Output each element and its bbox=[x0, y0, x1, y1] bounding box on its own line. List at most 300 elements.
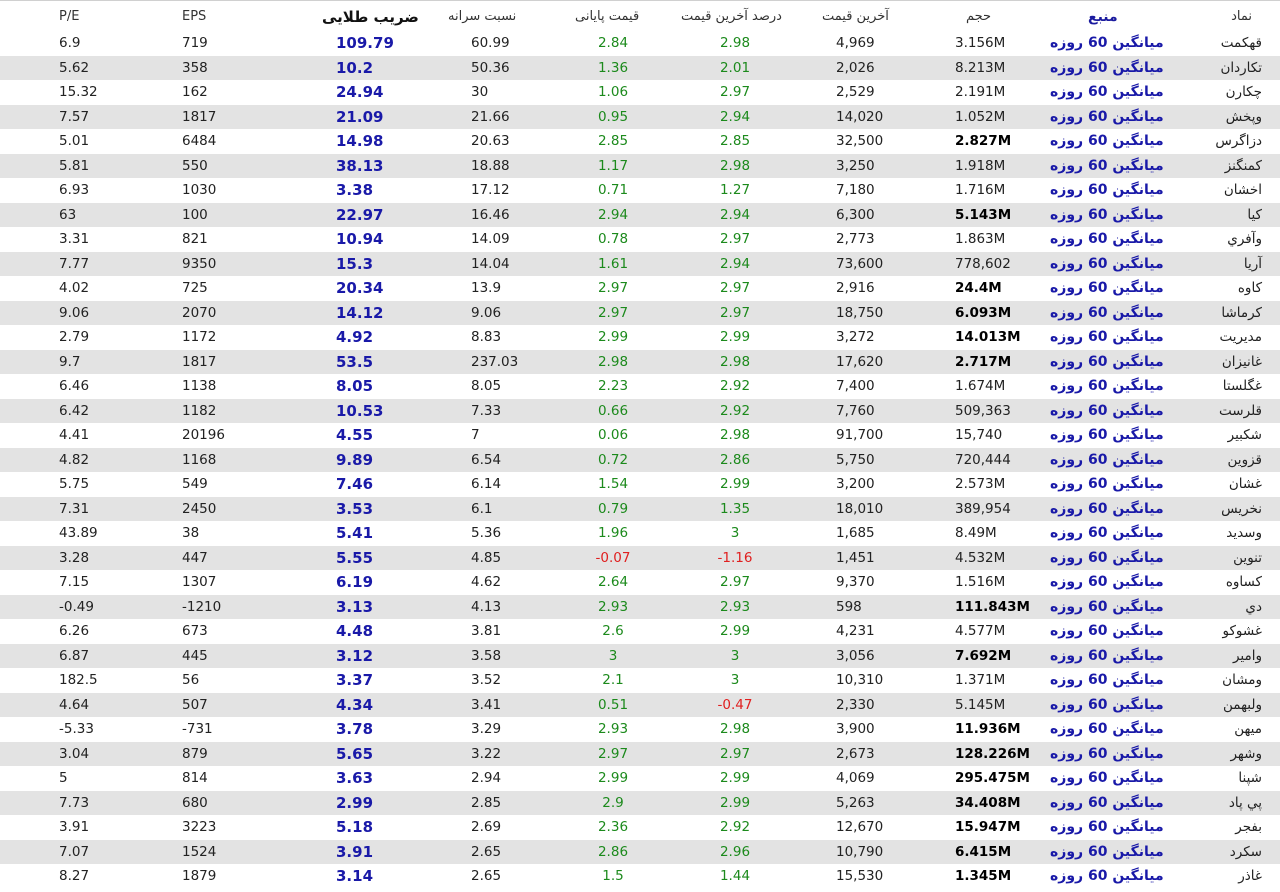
cell-last-price-pct: 2.97 bbox=[719, 304, 751, 321]
cell-last-price: 4,231 bbox=[836, 623, 875, 639]
cell-volume: 15.947M bbox=[955, 819, 1021, 835]
cell-golden-ratio: 4.34 bbox=[336, 695, 374, 714]
header-pe[interactable]: P/E bbox=[59, 9, 80, 24]
cell-eps: 358 bbox=[182, 59, 208, 76]
cell-eps: 725 bbox=[182, 280, 208, 296]
table-row[interactable] bbox=[0, 276, 1280, 301]
cell-close-price: 2.23 bbox=[597, 378, 629, 394]
table-row[interactable] bbox=[0, 546, 1280, 571]
cell-source: میانگین 60 روزه bbox=[1050, 819, 1164, 835]
table-row[interactable] bbox=[0, 252, 1280, 277]
cell-eps: 814 bbox=[182, 770, 208, 786]
cell-per-capita-ratio: 13.9 bbox=[471, 280, 502, 296]
cell-last-price: 3,900 bbox=[836, 721, 875, 737]
cell-volume: 1.371M bbox=[955, 672, 1006, 688]
table-row[interactable] bbox=[0, 227, 1280, 252]
cell-symbol: قهکمت bbox=[1220, 35, 1262, 51]
cell-golden-ratio: 2.99 bbox=[336, 793, 374, 812]
cell-last-price: 2,916 bbox=[836, 280, 875, 296]
cell-close-price: 0.95 bbox=[597, 108, 629, 125]
cell-last-price: 9,370 bbox=[836, 574, 875, 590]
cell-symbol: سکرد bbox=[1229, 843, 1262, 860]
cell-volume: 1.052M bbox=[955, 108, 1006, 125]
cell-symbol: کاوه bbox=[1237, 280, 1262, 296]
cell-per-capita-ratio: 3.22 bbox=[471, 745, 502, 762]
cell-golden-ratio: 3.13 bbox=[336, 597, 374, 616]
table-row[interactable] bbox=[0, 129, 1280, 154]
cell-pe: -5.33 bbox=[59, 721, 94, 737]
table-row[interactable] bbox=[0, 399, 1280, 424]
cell-close-price: 2.9 bbox=[602, 794, 624, 811]
cell-close-price: 0.66 bbox=[597, 402, 629, 419]
cell-eps: 507 bbox=[182, 696, 208, 713]
cell-source: میانگین 60 روزه bbox=[1050, 59, 1164, 76]
cell-last-price-pct: 2.94 bbox=[719, 255, 751, 272]
cell-symbol: بفجر bbox=[1235, 819, 1262, 835]
cell-symbol: تکاردان bbox=[1220, 59, 1262, 76]
cell-last-price-pct: 2.98 bbox=[719, 35, 751, 51]
cell-last-price-pct: -0.47 bbox=[717, 696, 753, 713]
cell-last-price: 32,500 bbox=[836, 133, 884, 149]
cell-golden-ratio: 9.89 bbox=[336, 450, 374, 469]
table-row[interactable] bbox=[0, 693, 1280, 718]
cell-eps: 719 bbox=[182, 35, 208, 51]
cell-eps: 1307 bbox=[182, 574, 217, 590]
cell-golden-ratio: 5.55 bbox=[336, 548, 374, 567]
cell-last-price-pct: 2.97 bbox=[719, 231, 751, 247]
cell-close-price: -0.07 bbox=[595, 549, 631, 566]
cell-close-price: 2.97 bbox=[597, 304, 629, 321]
cell-eps: 56 bbox=[182, 672, 200, 688]
cell-symbol: وشهر bbox=[1230, 745, 1262, 762]
table-row[interactable] bbox=[0, 105, 1280, 130]
cell-last-price-pct: 2.92 bbox=[719, 402, 751, 419]
cell-close-price: 1.36 bbox=[597, 59, 629, 76]
cell-close-price: 2.36 bbox=[597, 819, 629, 835]
table-row[interactable] bbox=[0, 497, 1280, 522]
cell-source: میانگین 60 روزه bbox=[1050, 255, 1164, 272]
cell-last-price: 12,670 bbox=[836, 819, 884, 835]
cell-eps: 879 bbox=[182, 745, 208, 762]
cell-pe: 3.28 bbox=[59, 549, 90, 566]
cell-per-capita-ratio: 20.63 bbox=[471, 133, 510, 149]
cell-per-capita-ratio: 8.83 bbox=[471, 329, 502, 345]
cell-symbol: قزوین bbox=[1227, 451, 1262, 468]
cell-eps: 1172 bbox=[182, 329, 217, 345]
table-row[interactable] bbox=[0, 668, 1280, 693]
cell-close-price: 2.93 bbox=[597, 721, 629, 737]
cell-per-capita-ratio: 16.46 bbox=[471, 206, 510, 223]
cell-per-capita-ratio: 3.58 bbox=[471, 647, 502, 664]
cell-per-capita-ratio: 60.99 bbox=[471, 35, 510, 51]
header-symbol[interactable]: نماد bbox=[1231, 9, 1252, 24]
cell-symbol: غشوکو bbox=[1222, 623, 1262, 639]
cell-per-capita-ratio: 3.41 bbox=[471, 696, 502, 713]
cell-last-price-pct: 2.92 bbox=[719, 819, 751, 835]
cell-last-price: 2,529 bbox=[836, 84, 875, 100]
table-row[interactable] bbox=[0, 56, 1280, 81]
cell-golden-ratio: 3.12 bbox=[336, 646, 374, 665]
cell-last-price-pct: 2.96 bbox=[719, 843, 751, 860]
cell-close-price: 2.99 bbox=[597, 329, 629, 345]
cell-volume: 111.843M bbox=[955, 598, 1030, 615]
table-row[interactable] bbox=[0, 178, 1280, 203]
cell-per-capita-ratio: 4.13 bbox=[471, 598, 502, 615]
cell-pe: 5 bbox=[59, 770, 68, 786]
cell-eps: 1879 bbox=[182, 868, 217, 884]
cell-last-price-pct: 2.93 bbox=[719, 598, 751, 615]
cell-last-price: 15,530 bbox=[836, 868, 884, 884]
cell-last-price: 4,069 bbox=[836, 770, 875, 786]
cell-source: میانگین 60 روزه bbox=[1050, 206, 1164, 223]
cell-golden-ratio: 3.37 bbox=[336, 671, 374, 689]
cell-pe: 6.46 bbox=[59, 378, 90, 394]
cell-close-price: 2.97 bbox=[597, 745, 629, 762]
cell-eps: 1168 bbox=[182, 451, 217, 468]
cell-per-capita-ratio: 2.69 bbox=[471, 819, 502, 835]
cell-close-price: 2.98 bbox=[597, 353, 629, 370]
header-last-price-pct[interactable]: درصد آخرین قیمت bbox=[681, 9, 782, 24]
cell-symbol: چکارن bbox=[1225, 84, 1262, 100]
cell-golden-ratio: 15.3 bbox=[336, 254, 374, 273]
cell-symbol: کساوه bbox=[1225, 574, 1262, 590]
cell-symbol: شپنا bbox=[1238, 770, 1262, 786]
table-row[interactable] bbox=[0, 374, 1280, 399]
cell-pe: 6.93 bbox=[59, 182, 90, 198]
cell-source: میانگین 60 روزه bbox=[1050, 84, 1164, 100]
cell-source: میانگین 60 روزه bbox=[1050, 721, 1164, 737]
table-row[interactable] bbox=[0, 595, 1280, 620]
table-row[interactable] bbox=[0, 31, 1280, 56]
cell-pe: 3.31 bbox=[59, 231, 90, 247]
cell-golden-ratio: 38.13 bbox=[336, 156, 384, 175]
cell-eps: 550 bbox=[182, 157, 208, 174]
table-row[interactable] bbox=[0, 864, 1280, 889]
cell-per-capita-ratio: 14.04 bbox=[471, 255, 510, 272]
cell-golden-ratio: 3.38 bbox=[336, 181, 374, 199]
table-row[interactable] bbox=[0, 815, 1280, 840]
cell-last-price-pct: 2.97 bbox=[719, 745, 751, 762]
table-row[interactable] bbox=[0, 448, 1280, 473]
cell-golden-ratio: 22.97 bbox=[336, 205, 384, 224]
cell-volume: 778,602 bbox=[955, 255, 1011, 272]
cell-close-price: 2.93 bbox=[597, 598, 629, 615]
cell-source: میانگین 60 روزه bbox=[1050, 402, 1164, 419]
cell-volume: 3.156M bbox=[955, 35, 1006, 51]
cell-per-capita-ratio: 3.52 bbox=[471, 672, 502, 688]
cell-pe: 3.91 bbox=[59, 819, 90, 835]
cell-last-price: 4,969 bbox=[836, 35, 875, 51]
cell-volume: 4.577M bbox=[955, 623, 1006, 639]
cell-volume: 2.191M bbox=[955, 84, 1006, 100]
cell-source: میانگین 60 روزه bbox=[1050, 696, 1164, 713]
cell-source: میانگین 60 روزه bbox=[1050, 868, 1164, 884]
cell-eps: 2450 bbox=[182, 500, 217, 517]
cell-pe: 9.06 bbox=[59, 304, 90, 321]
cell-symbol: کیا bbox=[1247, 206, 1262, 223]
cell-per-capita-ratio: 2.94 bbox=[471, 770, 502, 786]
cell-symbol: کمنگنز bbox=[1224, 157, 1262, 174]
cell-symbol: ولبهمن bbox=[1222, 696, 1262, 713]
cell-per-capita-ratio: 30 bbox=[471, 84, 489, 100]
cell-source: میانگین 60 روزه bbox=[1050, 672, 1164, 688]
cell-eps: -731 bbox=[182, 721, 213, 737]
cell-eps: 680 bbox=[182, 794, 208, 811]
cell-source: میانگین 60 روزه bbox=[1050, 843, 1164, 860]
cell-golden-ratio: 4.48 bbox=[336, 622, 374, 640]
table-row[interactable] bbox=[0, 423, 1280, 448]
cell-last-price-pct: 3 bbox=[730, 525, 740, 541]
table-row[interactable] bbox=[0, 717, 1280, 742]
cell-close-price: 2.97 bbox=[597, 280, 629, 296]
cell-golden-ratio: 6.19 bbox=[336, 573, 374, 591]
cell-pe: 15.32 bbox=[59, 84, 98, 100]
cell-volume: 24.4M bbox=[955, 280, 1002, 296]
table-row[interactable] bbox=[0, 840, 1280, 865]
cell-golden-ratio: 109.79 bbox=[336, 34, 394, 52]
cell-pe: 5.62 bbox=[59, 59, 90, 76]
cell-volume: 720,444 bbox=[955, 451, 1011, 468]
cell-volume: 11.936M bbox=[955, 721, 1021, 737]
cell-symbol: اخشان bbox=[1223, 182, 1262, 198]
cell-pe: 7.77 bbox=[59, 255, 90, 272]
cell-close-price: 3 bbox=[608, 647, 618, 664]
cell-volume: 4.532M bbox=[955, 549, 1006, 566]
cell-last-price-pct: 2.97 bbox=[719, 280, 751, 296]
cell-last-price-pct: 1.27 bbox=[719, 182, 751, 198]
cell-symbol: مديريت bbox=[1219, 329, 1262, 345]
cell-symbol: شکبیر bbox=[1227, 427, 1262, 443]
cell-pe: 9.7 bbox=[59, 353, 81, 370]
cell-source: میانگین 60 روزه bbox=[1050, 182, 1164, 198]
cell-golden-ratio: 5.65 bbox=[336, 744, 374, 763]
cell-pe: 6.42 bbox=[59, 402, 90, 419]
table-row[interactable] bbox=[0, 154, 1280, 179]
table-row[interactable] bbox=[0, 791, 1280, 816]
cell-close-price: 1.17 bbox=[597, 157, 629, 174]
cell-golden-ratio: 14.12 bbox=[336, 303, 384, 322]
cell-symbol: دي bbox=[1245, 598, 1262, 615]
cell-last-price-pct: 2.99 bbox=[719, 794, 751, 811]
cell-source: میانگین 60 روزه bbox=[1050, 574, 1164, 590]
cell-golden-ratio: 20.34 bbox=[336, 279, 384, 297]
cell-per-capita-ratio: 2.65 bbox=[471, 868, 502, 884]
cell-golden-ratio: 10.94 bbox=[336, 230, 384, 248]
cell-source: میانگین 60 روزه bbox=[1050, 598, 1164, 615]
table-row[interactable] bbox=[0, 521, 1280, 546]
cell-last-price-pct: 2.97 bbox=[719, 574, 751, 590]
cell-eps: 1524 bbox=[182, 843, 217, 860]
cell-source: میانگین 60 روزه bbox=[1050, 427, 1164, 443]
cell-close-price: 0.78 bbox=[597, 231, 629, 247]
cell-volume: 1.345M bbox=[955, 868, 1012, 884]
cell-last-price-pct: -1.16 bbox=[717, 549, 753, 566]
cell-volume: 14.013M bbox=[955, 329, 1021, 345]
cell-pe: 7.31 bbox=[59, 500, 90, 517]
cell-golden-ratio: 21.09 bbox=[336, 107, 384, 126]
cell-close-price: 0.06 bbox=[597, 427, 629, 443]
cell-source: میانگین 60 روزه bbox=[1050, 280, 1164, 296]
table-row[interactable] bbox=[0, 472, 1280, 497]
cell-close-price: 0.51 bbox=[597, 696, 629, 713]
cell-last-price-pct: 2.99 bbox=[719, 623, 751, 639]
cell-source: میانگین 60 روزه bbox=[1050, 304, 1164, 321]
cell-per-capita-ratio: 4.85 bbox=[471, 549, 502, 566]
header-golden-ratio[interactable]: ضریب طلایی bbox=[322, 8, 419, 26]
cell-volume: 5.145M bbox=[955, 696, 1006, 713]
cell-per-capita-ratio: 6.14 bbox=[471, 476, 502, 492]
cell-eps: 447 bbox=[182, 549, 208, 566]
cell-last-price: 1,451 bbox=[836, 549, 875, 566]
cell-volume: 5.143M bbox=[955, 206, 1012, 223]
cell-close-price: 0.71 bbox=[597, 182, 629, 198]
table-row[interactable] bbox=[0, 570, 1280, 595]
cell-eps: 821 bbox=[182, 231, 208, 247]
cell-pe: 5.81 bbox=[59, 157, 90, 174]
header-volume[interactable]: حجم bbox=[966, 9, 992, 24]
header-source[interactable]: منبع bbox=[1088, 9, 1118, 25]
table-row[interactable] bbox=[0, 301, 1280, 326]
cell-last-price: 3,250 bbox=[836, 157, 875, 174]
cell-pe: -0.49 bbox=[59, 598, 94, 615]
cell-last-price-pct: 2.98 bbox=[719, 427, 751, 443]
cell-source: میانگین 60 روزه bbox=[1050, 133, 1164, 149]
header-eps[interactable]: EPS bbox=[182, 9, 207, 24]
table-row[interactable] bbox=[0, 203, 1280, 228]
cell-close-price: 2.6 bbox=[602, 623, 624, 639]
cell-volume: 128.226M bbox=[955, 745, 1030, 762]
cell-per-capita-ratio: 3.81 bbox=[471, 623, 502, 639]
cell-eps: 1817 bbox=[182, 108, 217, 125]
cell-volume: 8.49M bbox=[955, 525, 997, 541]
cell-last-price: 2,330 bbox=[836, 696, 875, 713]
cell-close-price: 2.86 bbox=[597, 843, 629, 860]
cell-last-price: 91,700 bbox=[836, 427, 884, 443]
cell-source: میانگین 60 روزه bbox=[1050, 525, 1164, 541]
cell-per-capita-ratio: 2.65 bbox=[471, 843, 502, 860]
cell-close-price: 1.06 bbox=[597, 84, 629, 100]
cell-source: میانگین 60 روزه bbox=[1050, 231, 1164, 247]
cell-eps: 9350 bbox=[182, 255, 217, 272]
cell-golden-ratio: 3.63 bbox=[336, 769, 374, 787]
cell-pe: 7.15 bbox=[59, 574, 90, 590]
cell-last-price: 7,400 bbox=[836, 378, 875, 394]
cell-symbol: میهن bbox=[1234, 721, 1262, 737]
cell-last-price: 2,773 bbox=[836, 231, 875, 247]
cell-per-capita-ratio: 4.62 bbox=[471, 574, 502, 590]
cell-pe: 3.04 bbox=[59, 745, 90, 762]
table-row[interactable] bbox=[0, 619, 1280, 644]
cell-last-price-pct: 2.99 bbox=[719, 476, 751, 492]
cell-golden-ratio: 14.98 bbox=[336, 132, 384, 150]
header-last-price[interactable]: آخرین قیمت bbox=[822, 9, 889, 24]
cell-last-price-pct: 2.01 bbox=[719, 59, 751, 76]
cell-source: میانگین 60 روزه bbox=[1050, 35, 1164, 51]
cell-close-price: 2.84 bbox=[597, 35, 629, 51]
table-row[interactable] bbox=[0, 80, 1280, 105]
cell-per-capita-ratio: 237.03 bbox=[471, 353, 519, 370]
cell-volume: 34.408M bbox=[955, 794, 1021, 811]
cell-symbol: وآفري bbox=[1227, 231, 1262, 247]
cell-golden-ratio: 53.5 bbox=[336, 352, 374, 371]
cell-volume: 2.827M bbox=[955, 133, 1012, 149]
cell-eps: 2070 bbox=[182, 304, 217, 321]
cell-volume: 6.093M bbox=[955, 304, 1012, 321]
table-row[interactable] bbox=[0, 742, 1280, 767]
cell-close-price: 2.1 bbox=[602, 672, 624, 688]
table-row[interactable] bbox=[0, 766, 1280, 791]
cell-last-price-pct: 2.98 bbox=[719, 353, 751, 370]
cell-pe: 4.64 bbox=[59, 696, 90, 713]
header-per-capita-ratio[interactable]: نسبت سرانه bbox=[448, 9, 517, 24]
cell-per-capita-ratio: 8.05 bbox=[471, 378, 502, 394]
cell-golden-ratio: 3.53 bbox=[336, 499, 374, 518]
cell-golden-ratio: 24.94 bbox=[336, 83, 384, 101]
cell-pe: 182.5 bbox=[59, 672, 98, 688]
cell-last-price-pct: 2.98 bbox=[719, 721, 751, 737]
cell-pe: 7.07 bbox=[59, 843, 90, 860]
cell-pe: 4.02 bbox=[59, 280, 90, 296]
cell-last-price: 2,673 bbox=[836, 745, 875, 762]
cell-per-capita-ratio: 6.54 bbox=[471, 451, 502, 468]
cell-close-price: 2.99 bbox=[597, 770, 629, 786]
cell-pe: 6.9 bbox=[59, 35, 81, 51]
cell-last-price-pct: 1.35 bbox=[719, 500, 751, 517]
cell-last-price: 18,750 bbox=[836, 304, 884, 321]
cell-pe: 7.73 bbox=[59, 794, 90, 811]
cell-pe: 6.26 bbox=[59, 623, 90, 639]
cell-source: میانگین 60 روزه bbox=[1050, 157, 1164, 174]
cell-volume: 1.863M bbox=[955, 231, 1006, 247]
cell-eps: -1210 bbox=[182, 598, 222, 615]
cell-per-capita-ratio: 5.36 bbox=[471, 525, 502, 541]
table-row[interactable] bbox=[0, 325, 1280, 350]
cell-last-price-pct: 2.97 bbox=[719, 84, 751, 100]
cell-eps: 6484 bbox=[182, 133, 217, 149]
cell-symbol: غانیزان bbox=[1221, 353, 1262, 370]
cell-eps: 3223 bbox=[182, 819, 217, 835]
cell-last-price-pct: 2.85 bbox=[719, 133, 751, 149]
cell-symbol: تنوين bbox=[1233, 549, 1262, 566]
cell-source: میانگین 60 روزه bbox=[1050, 476, 1164, 492]
cell-golden-ratio: 5.18 bbox=[336, 818, 374, 836]
cell-per-capita-ratio: 9.06 bbox=[471, 304, 502, 321]
cell-pe: 43.89 bbox=[59, 525, 98, 541]
cell-per-capita-ratio: 2.85 bbox=[471, 794, 502, 811]
cell-symbol: ومشان bbox=[1222, 672, 1262, 688]
cell-per-capita-ratio: 6.1 bbox=[471, 500, 493, 517]
cell-source: میانگین 60 روزه bbox=[1050, 353, 1164, 370]
cell-symbol: آريا bbox=[1243, 255, 1262, 272]
cell-last-price: 3,200 bbox=[836, 476, 875, 492]
cell-close-price: 2.85 bbox=[597, 133, 629, 149]
cell-per-capita-ratio: 18.88 bbox=[471, 157, 510, 174]
header-close-price[interactable]: قیمت پایانی bbox=[575, 9, 640, 24]
cell-eps: 1817 bbox=[182, 353, 217, 370]
cell-pe: 4.82 bbox=[59, 451, 90, 468]
cell-volume: 1.918M bbox=[955, 157, 1006, 174]
cell-last-price-pct: 2.99 bbox=[719, 770, 751, 786]
cell-last-price-pct: 3 bbox=[730, 672, 740, 688]
cell-last-price: 7,760 bbox=[836, 402, 875, 419]
table-row[interactable] bbox=[0, 350, 1280, 375]
cell-pe: 6.87 bbox=[59, 647, 90, 664]
cell-per-capita-ratio: 50.36 bbox=[471, 59, 510, 76]
cell-pe: 4.41 bbox=[59, 427, 90, 443]
cell-last-price: 1,685 bbox=[836, 525, 875, 541]
cell-symbol: پي پاد bbox=[1228, 794, 1262, 811]
table-row[interactable] bbox=[0, 644, 1280, 669]
